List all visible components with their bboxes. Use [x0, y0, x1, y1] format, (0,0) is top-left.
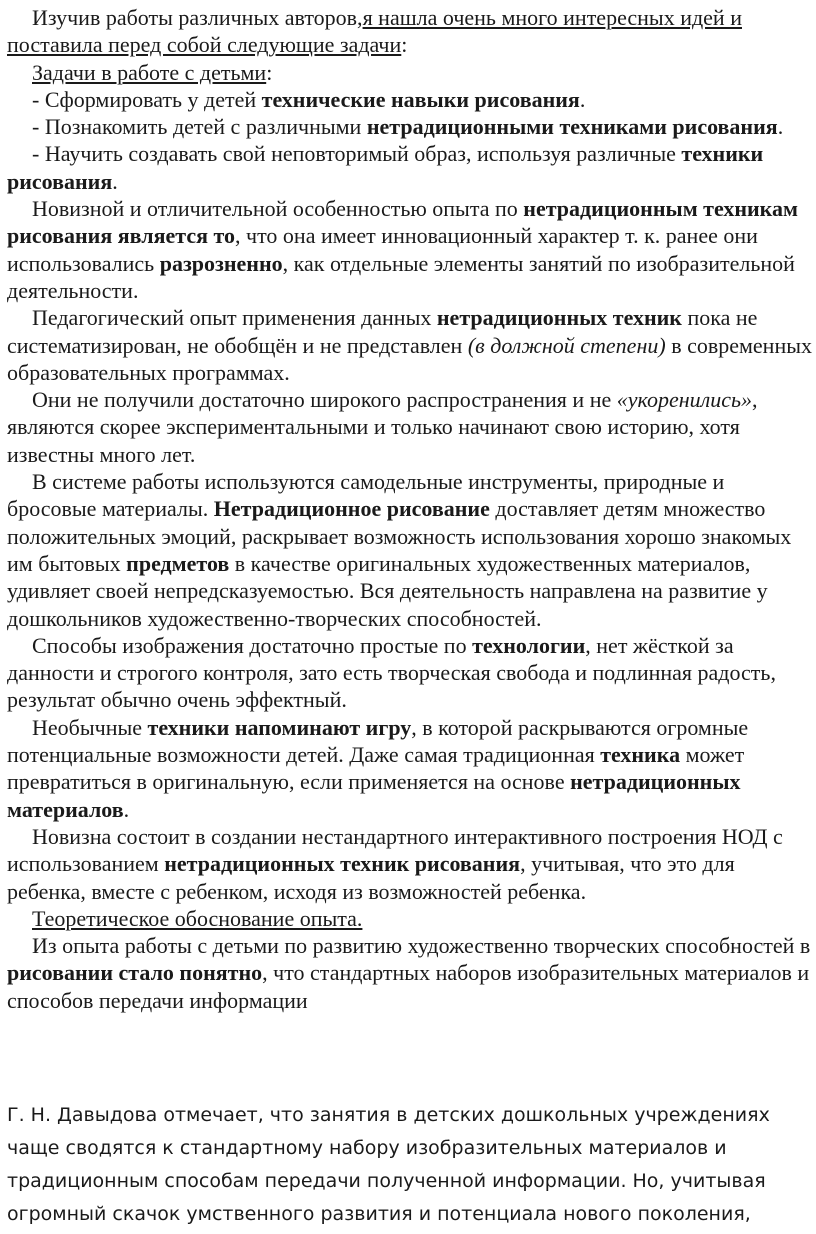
paragraph-experience	[7, 932, 813, 1014]
innovation-text-1: Новизна состоит в создании нестандартного интерактивного построения НОД с использованием	[7, 823, 783, 877]
unusual-bold-3: нетрадиционных материалов	[7, 769, 741, 822]
paragraph-distribution	[7, 386, 813, 468]
task-3-end: .	[112, 168, 118, 194]
distribution-text-1: Они не получили достаточно широкого распространения и не	[32, 387, 617, 413]
pedagogical-text-3: в современных образовательных программах.	[7, 332, 813, 385]
paragraph-intro	[7, 4, 813, 59]
paragraph-davydova	[7, 1099, 813, 1231]
paragraph-unusual-techniques	[7, 714, 813, 823]
unusual-text-2: , в которой раскрываются огромные потенциальные возможности детей. Даже самая традиционная	[7, 714, 749, 768]
unusual-bold-2: техника	[600, 742, 681, 768]
distribution-text-2: , являются скорее экспериментальными и только начинают свою историю, хотя известны много лет.	[7, 387, 758, 467]
system-text-1: В системе работы используются самодельные инструменты, природные и бросовые материалы.	[7, 469, 725, 522]
innovation-bold: нетрадиционных техник рисования	[164, 851, 521, 877]
task-1-text: - Сформировать у детей	[32, 86, 262, 112]
distribution-italic: «укоренились»	[616, 387, 753, 413]
paragraph-methods	[7, 632, 813, 714]
system-bold-2: предметов	[126, 550, 230, 576]
task-1-end: .	[579, 86, 586, 112]
novelty-text-3: , как отдельные элементы занятий по изобразительной деятельности.	[7, 250, 795, 303]
innovation-text-2: , учитывая, что это для ребенка, вместе с ребенком, исходя из возможностей ребенка.	[7, 851, 735, 904]
pedagogical-text-1: Педагогический опыт применения данных	[32, 305, 437, 331]
task-3-text: - Научить создавать свой неповторимый образ, используя различные	[32, 141, 682, 167]
task-1-bold: технические навыки рисования	[261, 86, 580, 112]
task-3-bold: техники рисования	[7, 141, 764, 194]
davydova-line-1: Г. Н. Давыдова отмечает, что занятия в детских дошкольных учреждениях	[7, 1104, 770, 1126]
davydova-line-3: традиционным способам передачи полученной информации. Но, учитывая	[7, 1170, 766, 1192]
experience-text-1: Из опыта работы с детьми по развитию художественно творческих способностей в	[32, 933, 811, 959]
system-text-3: в качестве оригинальных художественных материалов, удивляет своей непредсказуемостью. Вся деятельность направлена на развитие у дошкольников художественно-творческих способностей.	[7, 550, 768, 631]
pedagogical-text-2: пока не систематизирован, не обобщён и не представлен	[7, 305, 758, 358]
pedagogical-bold: нетрадиционных техник	[436, 305, 682, 331]
davydova-line-2: чаще сводятся к стандартному набору изобразительных материалов и	[7, 1137, 727, 1159]
pedagogical-italic: (в должной степени)	[467, 332, 666, 358]
experience-text-2: , что стандартных наборов изобразительных материалов и способов передачи информации	[7, 960, 810, 1013]
system-text-2: доставляет детям множество положительных эмоций, раскрывает возможность использования хорошо знакомых им бытовых	[7, 496, 792, 576]
task-item-3	[7, 140, 813, 195]
document-page	[7, 4, 813, 1014]
intro-underlined-text: я нашла очень много интересных идей и поставила перед собой следующие задачи	[7, 5, 742, 58]
theory-heading: Теоретическое обоснование опыта.	[32, 905, 363, 931]
paragraph-pedagogical-experience	[7, 304, 813, 386]
paragraph-system-of-work	[7, 468, 813, 632]
novelty-text-1: Новизной и отличительной особенностью опыта по	[32, 196, 524, 222]
novelty-bold-2: разрозненно	[159, 250, 283, 276]
novelty-text-2: , что она имеет инновационный характер т. к. ранее они использовались	[7, 223, 758, 276]
tasks-heading-colon: :	[266, 59, 273, 85]
task-item-2	[7, 113, 813, 140]
experience-bold: рисовании стало понятно	[7, 960, 263, 986]
paragraph-tasks-heading	[7, 59, 813, 86]
intro-text: Изучив работы различных авторов,	[32, 5, 363, 30]
methods-text-2: , нет жёсткой за данности и строгого контроля, зато есть творческая свобода и подлинная радость, результат обычно очень эффектный.	[7, 632, 776, 713]
system-bold-1: Нетрадиционное рисование	[213, 496, 490, 522]
task-item-1	[7, 86, 813, 113]
task-2-end: .	[777, 114, 784, 140]
davydova-line-4: огромный скачок умственного развития и потенциала нового поколения,	[7, 1203, 751, 1225]
novelty-bold-1: нетрадиционным техникам рисования является то	[7, 196, 798, 249]
paragraph-theory-heading	[7, 905, 813, 932]
tasks-heading: Задачи в работе с детьми	[32, 59, 267, 85]
unusual-text-4: .	[123, 796, 130, 822]
task-2-text: - Познакомить детей с различными	[32, 114, 367, 140]
intro-colon: :	[401, 32, 408, 58]
paragraph-innovation	[7, 823, 813, 905]
unusual-text-1: Необычные	[32, 714, 148, 740]
methods-text-1: Способы изображения достаточно простые по	[32, 632, 473, 658]
unusual-text-3: может превратиться в оригинальную, если применяется на основе	[7, 742, 745, 795]
unusual-bold-1: техники напоминают игру	[147, 714, 412, 740]
task-2-bold: нетрадиционными техниками рисования	[366, 114, 778, 140]
paragraph-novelty	[7, 195, 813, 304]
methods-bold: технологии	[472, 632, 586, 658]
